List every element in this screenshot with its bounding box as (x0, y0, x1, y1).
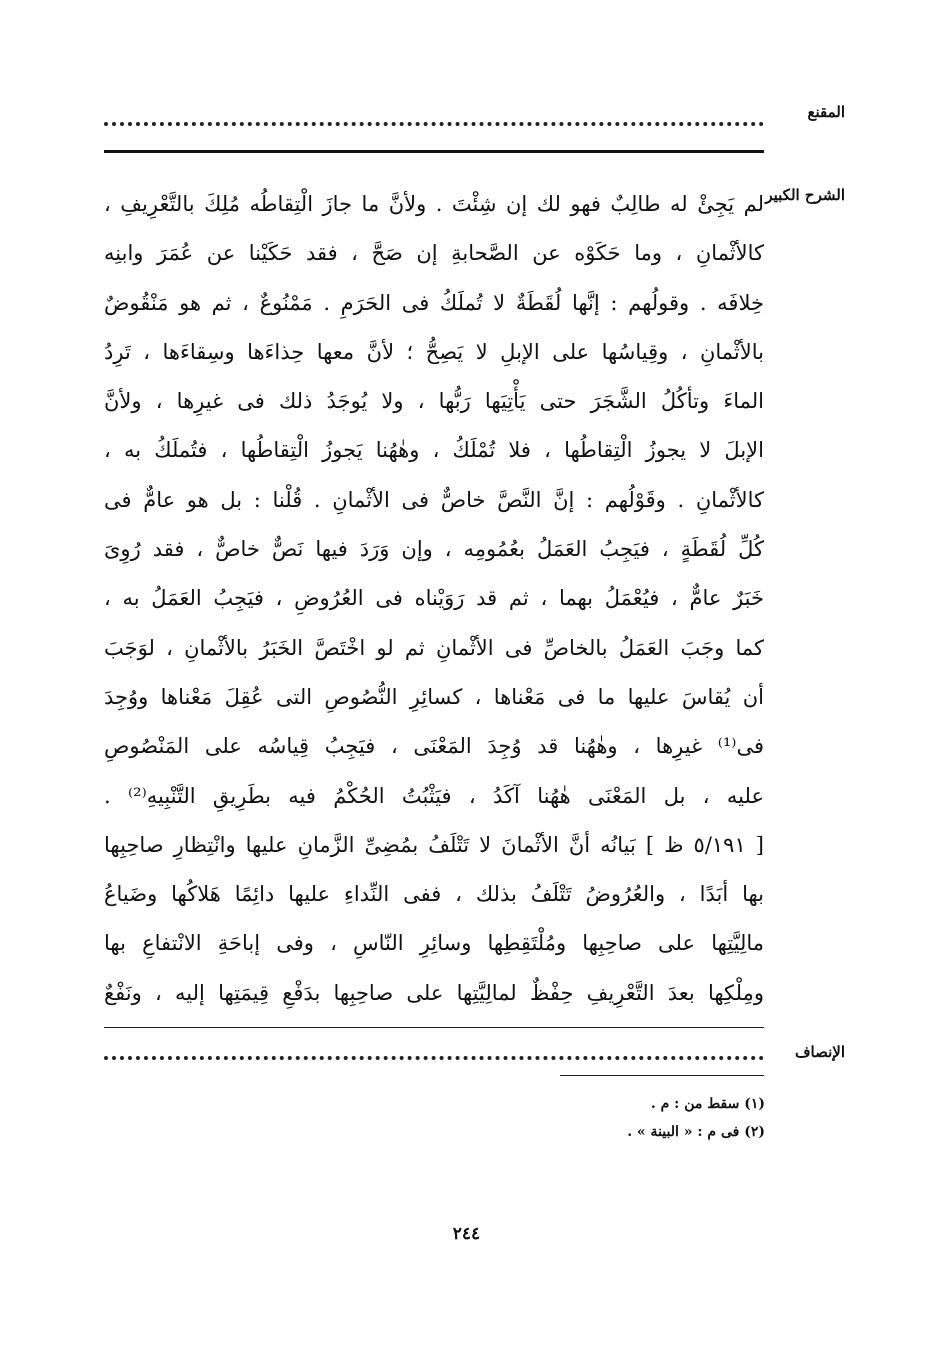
text-line: عليه ، بل المَعْنَى هٰهُنا آكَدُ ، فيَثْبُتُ الحُكْمُ فيه بطَرِيقِ التَّنْبِيهِ⁽²⁾ . (104, 783, 764, 808)
bottom-rule (104, 1027, 764, 1028)
insaf-section-label: الإنصاف (794, 1043, 845, 1061)
text-line: خِلافَه . وقولُهم : إنَّها لُقَطَةٌ لا تُملَكُ فى الحَرَمِ . مَمْنُوعٌ ، ثم هو مَنْقُوضٌ (104, 290, 764, 315)
text-line: لم يَجِئْ له طالِبٌ فهو لك إن شِئْتَ . ولأنَّ ما جازَ الْتِقاطُه مُلِكَ بالتَّعْرِيفِ ، (104, 192, 764, 216)
footnote-1: (١) سقط من : م . (650, 1096, 765, 1112)
text-line: كُلِّ لُقَطَةٍ ، فيَجِبُ العَمَلُ بعُمُومِه ، وإن وَرَدَ فيها نَصٌّ خاصٌّ ، فقد رُوِىَ (104, 537, 764, 562)
muqni-section-label: المقنع (807, 103, 845, 121)
text-line: كالأثْمانِ ، وما حَكَوْه عن الصَّحابةِ إن صَحَّ ، فقد حَكَيْنا عن عُمَرَ وابنِه (104, 241, 764, 266)
text-line: ومِلْكِها بعدَ التَّعْرِيفِ حِفْظٌ لمالِيَّتِها على صاحِبِها بدَفْعِ قِيمَتِها إليه ، ونَفْعٌ (104, 980, 764, 1005)
page-number: ٢٤٤ (452, 1224, 481, 1244)
sharh-section-label: الشرح الكبير (765, 186, 845, 204)
muqni-dotted-placeholder (104, 122, 764, 126)
sharh-body-text (104, 180, 764, 1018)
text-line: فى⁽¹⁾ غيرِها ، وهٰهُنا قد وُجِدَ المَعْنَى ، فيَجِبُ قِياسُه على المَنْصُوصِ (104, 734, 764, 759)
text-line: أن يُقاسَ عليها ما فى مَعْناها ، كسائِرِ النُّصُوصِ التى عُقِلَ مَعْناها ووُجِدَ (104, 684, 764, 709)
header-rule (104, 150, 764, 153)
insaf-dotted-placeholder (104, 1056, 764, 1060)
text-line: مالِيَّتِها على صاحِبِها ومُلْتَقِطِها وسائِرِ النّاسِ ، وفى إباحَةِ الانْتفاعِ بها (104, 931, 764, 956)
text-line: بالأثْمانِ ، وقِياسُها على الإبلِ لا يَصِحُّ ؛ لأنَّ معها حِذاءَها وسِقاءَها ، تَرِدُ (104, 339, 764, 364)
footnote-rule (560, 1075, 764, 1076)
text-line: كما وجَبَ العَمَلُ بالخاصِّ فى الأثْمانِ ثم لو اخْتَصَّ الخَبَرُ بالأثْمانِ ، لوَجَبَ (104, 635, 764, 660)
text-line: كالأثْمانِ . وقَوْلُهم : إنَّ النَّصَّ خاصٌّ فى الأثْمانِ . قُلْنا : بل هو عامٌّ فى (104, 487, 764, 512)
footnote-2: (٢) فى م : « البينة » . (627, 1124, 765, 1140)
text-line: [ ٥/١٩١ ظ ] بَيانُه أنَّ الأثْمانَ لا تَتْلَفُ بمُضِىِّ الزَّمانِ عليها وانْتِظارِ صاحِبِها (104, 832, 764, 857)
footnotes (627, 1090, 765, 1146)
text-line: الماءَ وتأكُلُ الشَّجَرَ حتى يَأْتِيَها رَبُّها ، ولا يُوجَدُ ذلك فى غيرِها ، ولأنَّ (104, 389, 764, 414)
text-line: بها أبَدًا ، والعُرُوضُ تَتْلَفُ بذلك ، ففى النِّداءِ عليها دائِمًا هَلاكُها وضَياعُ (104, 882, 764, 907)
text-line: خَبَرٌ عامٌّ ، فيُعْمَلُ بهما ، ثم قد رَوَيْناه فى العُرُوضِ ، فيَجِبُ العَمَلُ به ، (104, 586, 764, 611)
text-line: الإبلَ لا يجوزُ الْتِقاطُها ، فلا تُمْلَكُ ، وهٰهُنا يَجوزُ الْتِقاطُها ، فتُملَكُ به ، (104, 438, 764, 463)
